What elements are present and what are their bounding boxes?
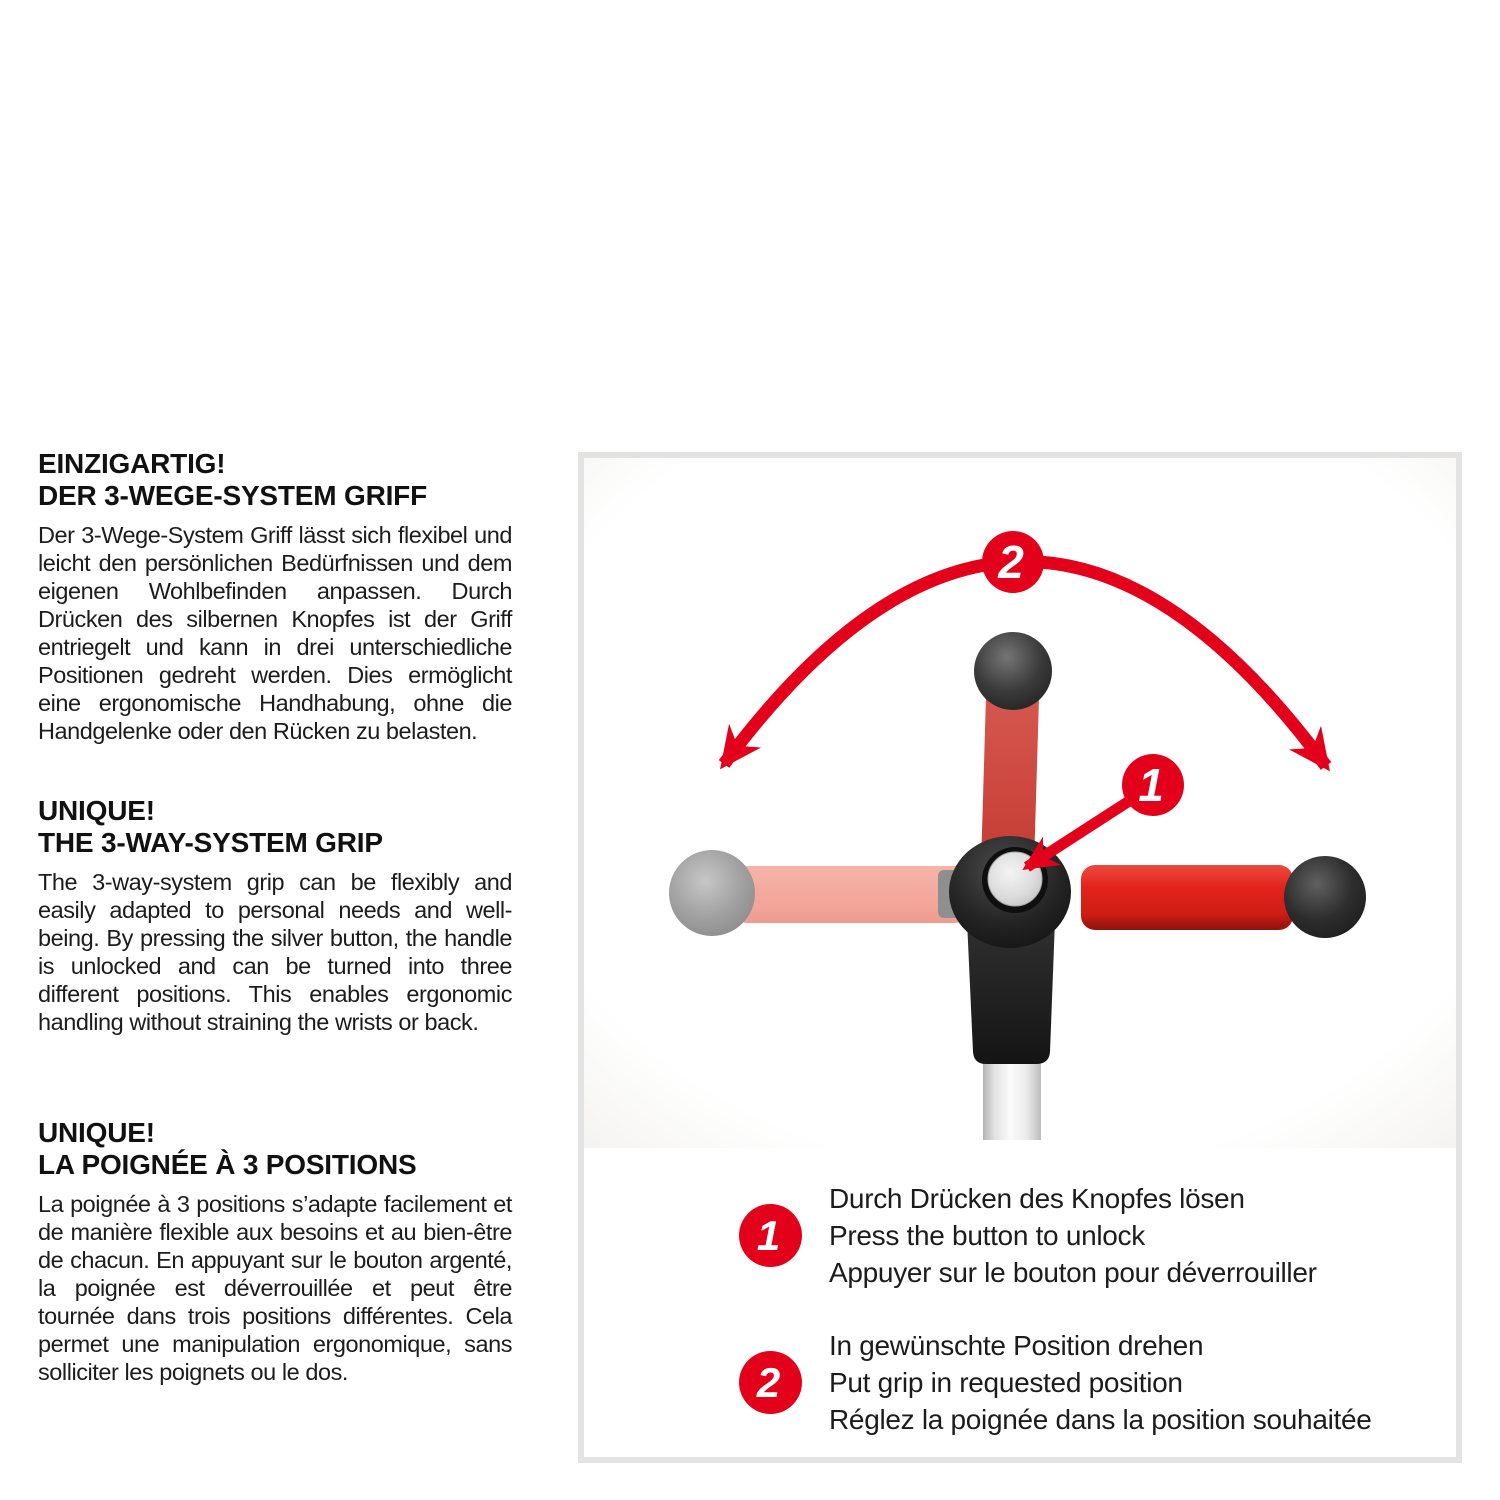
ghost-grip-left xyxy=(736,866,966,923)
grip-arm-right xyxy=(1081,865,1293,930)
heading-line-1: EINZIGARTIG! xyxy=(38,448,226,479)
legend-item-2 xyxy=(739,1327,1372,1438)
legend-item-1 xyxy=(739,1180,1317,1291)
step-1-number: 1 xyxy=(756,1211,781,1259)
ball-top xyxy=(974,632,1052,710)
grip-illustration xyxy=(584,458,1456,1148)
ball-right xyxy=(1284,856,1366,938)
section-french xyxy=(38,1117,512,1386)
step-1-line-fr: Appuyer sur le bouton pour déverrouiller xyxy=(829,1257,1317,1288)
step-2-line-en: Put grip in requested position xyxy=(829,1367,1183,1398)
heading-line-2: LA POIGNÉE À 3 POSITIONS xyxy=(38,1149,417,1180)
ghost-ball-left xyxy=(669,850,755,936)
step-1-badge xyxy=(739,1204,802,1267)
section-english-heading xyxy=(38,795,512,859)
section-english-body: The 3-way-system grip can be flexibly and easily adapted to personal needs and well-being. By pressing the silver button, the handle is unlocked and can be turned into three different positions. This enables ergonomic handling without straining the wrists or back. xyxy=(38,869,512,1035)
step-1-line-de: Durch Drücken des Knopfes lösen xyxy=(829,1183,1245,1214)
step-1-lines xyxy=(829,1180,1317,1291)
heading-line-1: UNIQUE! xyxy=(38,795,155,826)
step-2-line-de: In gewünschte Position drehen xyxy=(829,1330,1204,1361)
callout-2-label: 2 xyxy=(998,536,1024,588)
step-2-number: 2 xyxy=(756,1358,781,1406)
section-german-body: Der 3-Wege-System Griff lässt sich flexibel und leicht den persönlichen Bedürfnissen und dem eigenen Wohlbefinden anpassen. Durch Drücken des silbernen Knopfes ist der Griff entriegelt und kann in drei unterschiedliche Positionen gedreht werden. Dies ermöglicht eine ergonomische Handhabung, ohne die Handgelenke oder den Rücken zu belasten. xyxy=(38,522,512,744)
section-french-body: La poignée à 3 positions s’adapte facilement et de manière flexible aux besoins et au bien-être de chacun. En appuyant sur le bouton argenté, la poignée est déverrouillée et peut être tournée dans trois positions différentes. Cela permet une manipulation ergonomique, sans solliciter les poignets ou le dos. xyxy=(38,1191,512,1385)
heading-line-1: UNIQUE! xyxy=(38,1117,155,1148)
heading-line-2: DER 3-WEGE-SYSTEM GRIFF xyxy=(38,480,427,511)
section-french-heading xyxy=(38,1117,512,1181)
step-2-lines xyxy=(829,1327,1372,1438)
figure-box xyxy=(578,452,1462,1463)
step-2-line-fr: Réglez la poignée dans la position souhaitée xyxy=(829,1404,1372,1435)
pole xyxy=(983,1054,1041,1140)
step-1-line-en: Press the button to unlock xyxy=(829,1220,1145,1251)
section-english xyxy=(38,795,512,1036)
step-2-badge xyxy=(739,1351,802,1414)
section-german xyxy=(38,448,512,745)
section-german-heading xyxy=(38,448,512,512)
callout-1-label: 1 xyxy=(1138,759,1164,811)
heading-line-2: THE 3-WAY-SYSTEM GRIP xyxy=(38,827,383,858)
